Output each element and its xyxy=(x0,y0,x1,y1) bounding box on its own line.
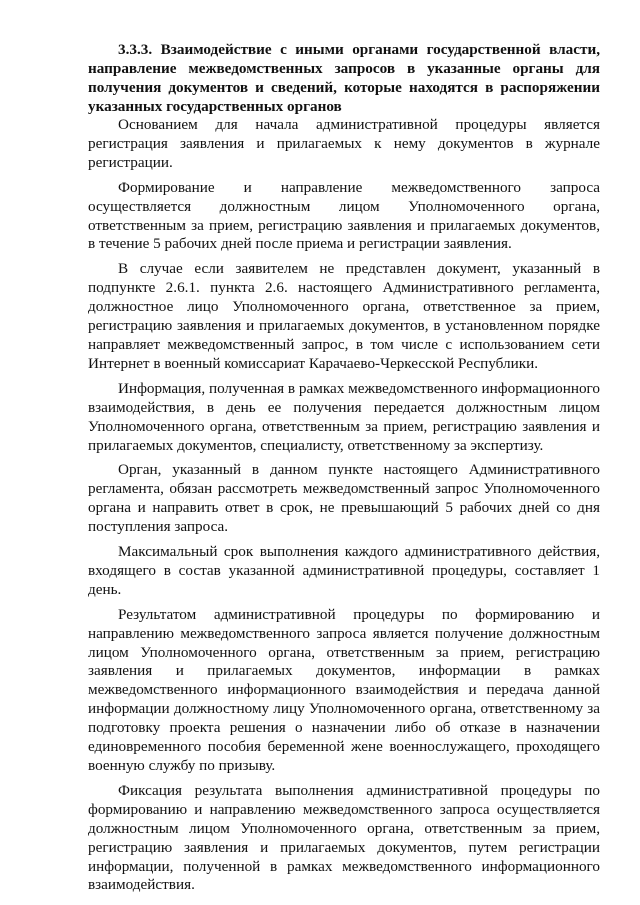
paragraph-response-deadline: Орган, указанный в данном пункте настоящего Административного регламента, обязан рассмотреть межведомственный запрос Уполномоченного органа и направить ответ в срок, не превышающий 5 рабочих дней со дня поступления запроса. xyxy=(88,461,600,536)
paragraph-request-formation: Формирование и направление межведомственного запроса осуществляется должностным лицом Уполномоченного органа, ответственным за прием, регистрацию заявления и прилагаемых документов, в течение 5 рабочих дней после приема и регистрации заявления. xyxy=(88,178,600,253)
section-heading: 3.3.3. Взаимодействие с иными органами государственной власти, направление межведомственных запросов в указанные органы для получения документов и сведений, которые находятся в распоряжении указанных государственных органов xyxy=(88,41,600,115)
paragraph-max-duration: Максимальный срок выполнения каждого административного действия, входящего в состав указанной административной процедуры, составляет 1 день. xyxy=(88,543,600,598)
paragraph-basis: Основанием для начала административной процедуры является регистрация заявления и прилагаемых к нему документов в журнале регистрации. xyxy=(88,116,600,171)
paragraph-result: Результатом административной процедуры по формированию и направлению межведомственного запроса является получение должностным лицом Уполномоченного органа, ответственным за прием, регистрацию заявления и прилагаемых документов, информации в рамках межведомственного информационного взаимодействия и передача данной информации должностному лицу Уполномоченного органа, ответственному за подготовку проекта решения о назначении либо об отказе в назначении единовременного пособия беременной жене военнослужащего, проходящего военную службу по призыву. xyxy=(88,605,600,774)
paragraph-information-transfer: Информация, полученная в рамках межведомственного информационного взаимодействия, в день ее получения передается должностным лицом Уполномоченного органа, ответственным за прием, регистрацию заявления и прилагаемых документов, специалисту, ответственному за экспертизу. xyxy=(88,379,600,454)
paragraph-missing-document: В случае если заявителем не представлен документ, указанный в подпункте 2.6.1. пункта 2.6. настоящего Административного регламента, должностное лицо Уполномоченного органа, ответственное за прием, регистрацию заявления и прилагаемых документов, в установленном порядке направляет межведомственный запрос, в том числе с использованием сети Интернет в военный комиссариат Карачаево-Черкесской Республики. xyxy=(88,260,600,372)
document-page xyxy=(88,40,600,901)
paragraph-result-recording: Фиксация результата выполнения административной процедуры по формированию и направлению межведомственного запроса осуществляется должностным лицом Уполномоченного органа, ответственным за прием, регистрацию заявления и прилагаемых документов, путем регистрации информации, полученной в рамках межведомственного информационного взаимодействия. xyxy=(88,781,600,894)
